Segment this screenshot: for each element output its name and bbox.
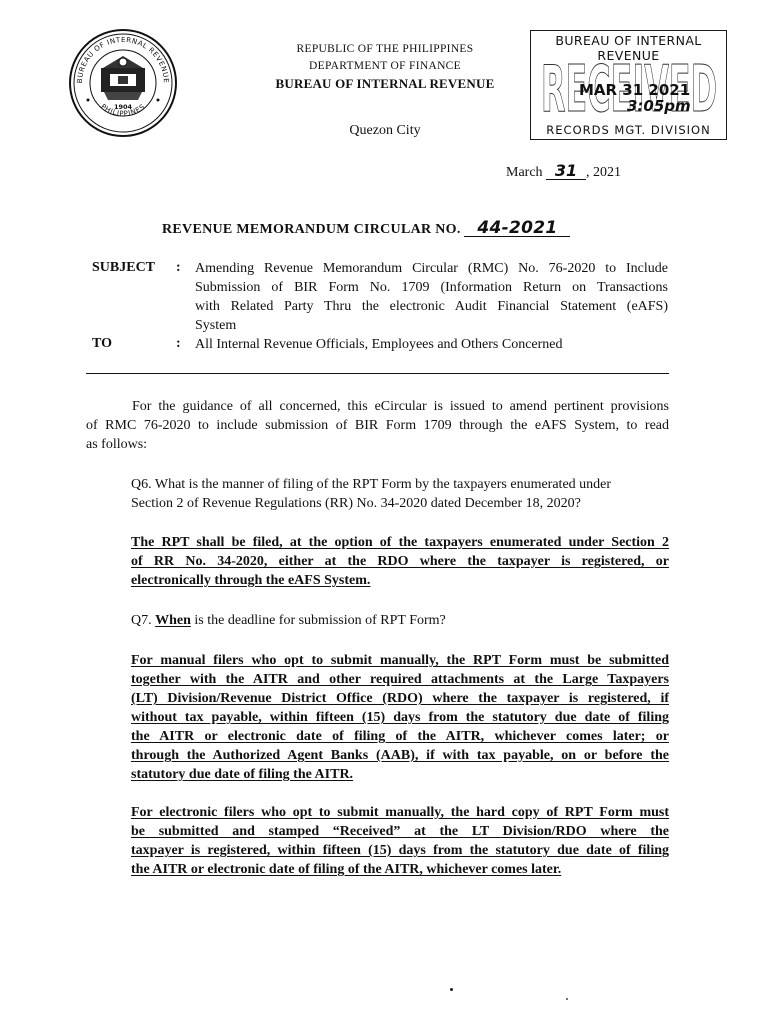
q7-rest: is the deadline for submission of RPT Form? (194, 613, 446, 628)
header-divider (86, 373, 669, 374)
q6-question (131, 475, 669, 513)
q7-question (131, 611, 669, 630)
header-republic: REPUBLIC OF THE PHILIPPINES (296, 43, 474, 55)
q6-answer (131, 533, 669, 590)
text-line: Submission of BIR Form No. 1709 (Information Return on Transactions (195, 280, 668, 295)
date-day: 31 (546, 163, 586, 180)
subject-text (195, 259, 668, 335)
stamp-bureau: BUREAU OF INTERNAL REVENUE (555, 33, 702, 63)
header-city: Quezon City (349, 123, 421, 138)
to-label: TO (92, 336, 112, 351)
text-line: electronically through the eAFS System. (131, 573, 371, 588)
seal-country-text: PHILIPPINES (99, 102, 147, 118)
to-text: All Internal Revenue Officials, Employees and Others Concerned (195, 337, 563, 352)
date-year: , 2021 (586, 165, 622, 180)
text-line: of RMC 76-2020 to include submission of BIR Form 1709 through the eAFS System, to read (86, 418, 669, 433)
stamp-ghost-text: RECEIVED (541, 53, 717, 123)
text-line: Section 2 of Revenue Regulations (RR) No. 34-2020 dated December 18, 2020? (131, 496, 581, 511)
header-bureau: BUREAU OF INTERNAL REVENUE (275, 76, 495, 91)
text-line: For manual filers who opt to submit manually, the RPT Form must be submitted (131, 653, 669, 668)
text-line: The RPT shall be filed, at the option of the taxpayers enumerated under Section 2 (131, 535, 669, 550)
subject-colon: : (176, 260, 181, 275)
text-line: of RR No. 34-2020, either at the RDO where the taxpayer is registered, or (131, 554, 669, 569)
date-month: March (506, 165, 543, 180)
scan-mark-dot (566, 998, 568, 1000)
text-line: Q6. What is the manner of filing of the RPT Form by the taxpayers enumerated under (131, 477, 612, 492)
text-line: Amending Revenue Memorandum Circular (RMC) No. 76-2020 to Include (195, 261, 668, 276)
circular-label: REVENUE MEMORANDUM CIRCULAR NO. (162, 222, 461, 237)
text-line: taxpayer is registered, within fifteen (15) days from the statutory due date of filing (131, 843, 669, 858)
text-line: as follows: (86, 437, 148, 452)
subject-label: SUBJECT (92, 260, 156, 275)
to-colon: : (176, 336, 181, 351)
received-stamp (530, 30, 727, 140)
q7-answer-electronic (131, 803, 669, 879)
bir-seal-logo (68, 28, 178, 138)
q7-answer-manual (131, 651, 669, 784)
text-line: the AITR or electronic date of filing of the AITR, whichever comes later. (131, 862, 562, 877)
text-line: (LT) Division/Revenue District Office (RDO) where the taxpayer is registered, if (131, 691, 669, 706)
circular-title (162, 220, 570, 238)
text-line: statutory due date of filing the AITR. (131, 767, 354, 782)
text-line: the AITR or electronic date of filing of the AITR, whichever comes later; or (131, 729, 669, 744)
date-line (506, 163, 621, 182)
text-line: For electronic filers who opt to submit manually, the hard copy of RPT Form must (131, 805, 669, 820)
intro-paragraph (86, 397, 669, 454)
text-line: For the guidance of all concerned, this eCircular is issued to amend pertinent provisions (132, 399, 669, 414)
stamp-division: RECORDS MGT. DIVISION (546, 123, 711, 137)
stamp-date: MAR 31 2021 (579, 81, 691, 99)
circular-number: 44-2021 (464, 220, 570, 237)
text-line: together with the AITR and other required attachments at the Large Taxpayers (131, 672, 669, 687)
q7-when: When (155, 613, 191, 628)
seal-year: 1904 (113, 103, 133, 111)
text-line: be submitted and stamped “Received” at the LT Division/RDO where the (131, 824, 669, 839)
text-line: through the Authorized Agent Banks (AAB), if with tax payable, on or before the (131, 748, 669, 763)
header-department: DEPARTMENT OF FINANCE (309, 60, 461, 72)
stamp-time: 3:05pm (627, 97, 691, 115)
text-line: without tax payable, within fifteen (15) days from the statutory due date of filing (131, 710, 669, 725)
text-line: System (195, 318, 237, 333)
seal-ring-text: BUREAU OF INTERNAL REVENUE (75, 35, 171, 84)
text-line: with Related Party Thru the electronic Audit Financial Statement (eAFS) (195, 299, 668, 314)
q7-prefix: Q7. (131, 613, 152, 628)
scan-mark-dot (450, 988, 453, 991)
